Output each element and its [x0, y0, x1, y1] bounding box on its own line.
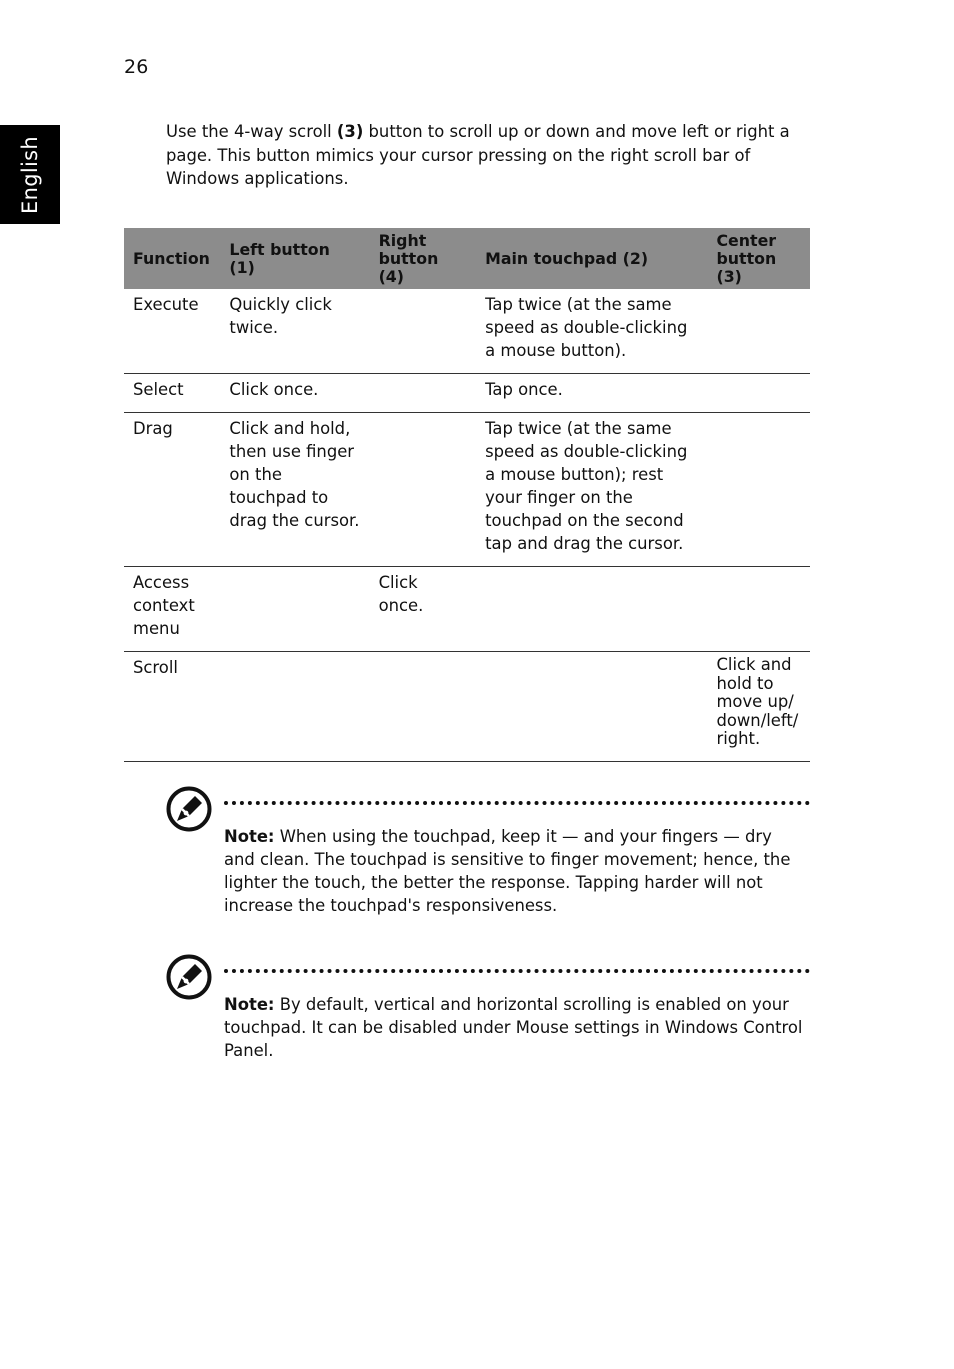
cell-main-touchpad [476, 567, 707, 652]
cell-right-button [370, 652, 477, 762]
cell-center-button: Click and hold to move up/ down/left/ right. [707, 652, 810, 762]
page-number: 26 [124, 56, 149, 78]
note-body: By default, vertical and horizontal scrolling is enabled on your touchpad. It can be disabled under Mouse settings in Windows Control Panel. [224, 995, 803, 1060]
cell-left-button [220, 567, 369, 652]
note-text [224, 825, 804, 917]
intro-paragraph [166, 120, 816, 191]
intro-text-start: Use the 4-way scroll [166, 122, 337, 141]
intro-text-end: button to scroll up or down and move left or right a page. This button mimics your cursor pressing on the right scroll bar of Windows applications. [166, 122, 790, 188]
intro-button-ref: (3) [336, 122, 364, 141]
cell-center-button [707, 567, 810, 652]
header-center-button: Center button (3) [707, 228, 810, 289]
note-icon [166, 954, 212, 1000]
dotted-divider [224, 969, 810, 973]
header-function: Function [124, 228, 220, 289]
cell-left-button: Quickly click twice. [220, 289, 369, 374]
table-row [124, 652, 810, 762]
cell-main-touchpad: Tap twice (at the same speed as double-clicking a mouse button); rest your finger on the touchpad on the second tap and drag the cursor. [476, 413, 707, 567]
cell-main-touchpad: Tap twice (at the same speed as double-clicking a mouse button). [476, 289, 707, 374]
cell-main-touchpad [476, 652, 707, 762]
header-right-button: Right button (4) [370, 228, 477, 289]
cell-main-touchpad: Tap once. [476, 374, 707, 413]
note-body: When using the touchpad, keep it — and your fingers — dry and clean. The touchpad is sensitive to finger movement; hence, the lighter the touch, the better the response. Tapping harder will not increase the touchpad's responsiveness. [224, 827, 791, 915]
touchpad-function-table [124, 228, 810, 762]
cell-function: Execute [124, 289, 220, 374]
cell-center-button [707, 374, 810, 413]
note-label: Note: [224, 827, 275, 846]
table-row [124, 567, 810, 652]
dotted-divider [224, 801, 810, 805]
header-left-button: Left button (1) [220, 228, 369, 289]
cell-right-button [370, 374, 477, 413]
cell-right-button: Click once. [370, 567, 477, 652]
cell-center-button [707, 413, 810, 567]
cell-function: Drag [124, 413, 220, 567]
cell-right-button [370, 289, 477, 374]
cell-function: Scroll [124, 652, 220, 762]
note-label: Note: [224, 995, 275, 1014]
table-row [124, 374, 810, 413]
note-icon [166, 786, 212, 832]
cell-function: Select [124, 374, 220, 413]
language-tab [0, 125, 60, 224]
cell-function: Access context menu [124, 567, 220, 652]
cell-left-button: Click once. [220, 374, 369, 413]
cell-right-button [370, 413, 477, 567]
cell-left-button: Click and hold, then use finger on the touchpad to drag the cursor. [220, 413, 369, 567]
cell-center-button [707, 289, 810, 374]
note-text [224, 993, 804, 1062]
table-header-row [124, 228, 810, 289]
header-main-touchpad: Main touchpad (2) [476, 228, 707, 289]
table-row [124, 413, 810, 567]
table-row [124, 289, 810, 374]
language-tab-label: English [18, 136, 42, 214]
cell-left-button [220, 652, 369, 762]
